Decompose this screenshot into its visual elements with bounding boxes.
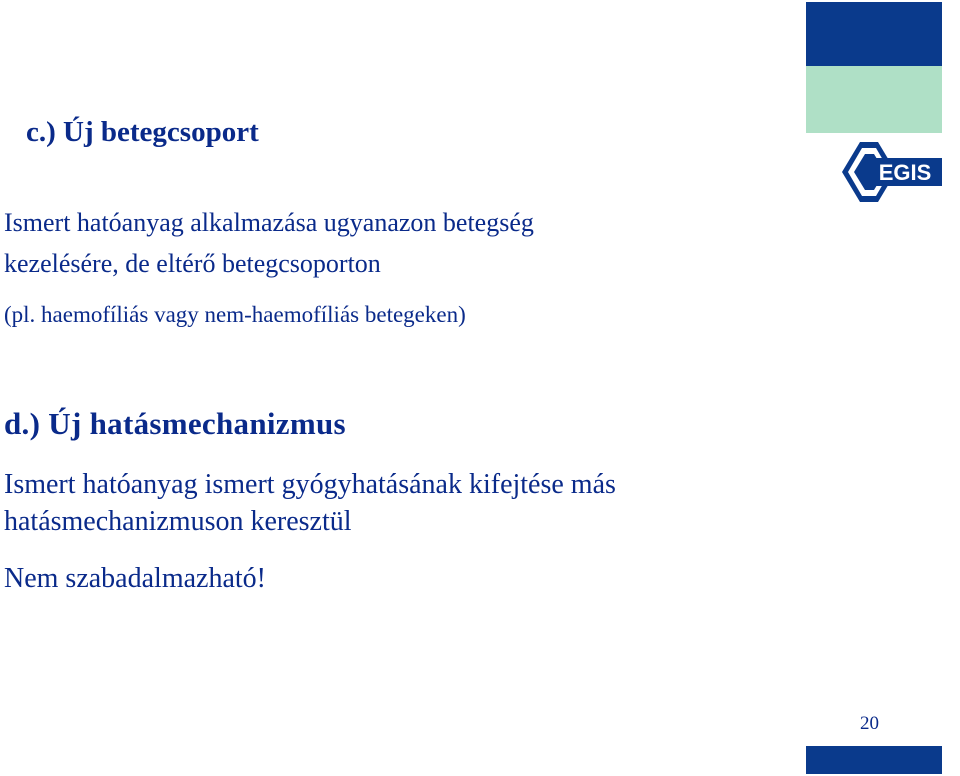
section-d-text-line-1: Ismert hatóanyag ismert gyógyhatásának kifejtése más xyxy=(4,469,616,500)
decorative-band-navy-top xyxy=(806,2,942,66)
decorative-band-mint xyxy=(806,66,942,133)
logo-text: EGIS xyxy=(878,160,932,185)
section-d-text-line-2: hatásmechanizmuson keresztül xyxy=(4,506,352,537)
section-c-example: (pl. haemofíliás vagy nem-haemofíliás betegeken) xyxy=(4,302,466,327)
decorative-band-navy-bottom xyxy=(806,746,942,774)
section-d-note: Nem szabadalmazható! xyxy=(4,563,266,594)
egis-logo-icon xyxy=(832,140,944,204)
page-number: 20 xyxy=(860,713,879,734)
section-c-text-line-1: Ismert hatóanyag alkalmazása ugyanazon betegség xyxy=(4,208,534,237)
section-c-text-line-2: kezelésére, de eltérő betegcsoporton xyxy=(4,249,381,278)
section-d-heading: d.) Új hatásmechanizmus xyxy=(4,406,346,441)
section-c-heading: c.) Új betegcsoport xyxy=(26,116,259,148)
